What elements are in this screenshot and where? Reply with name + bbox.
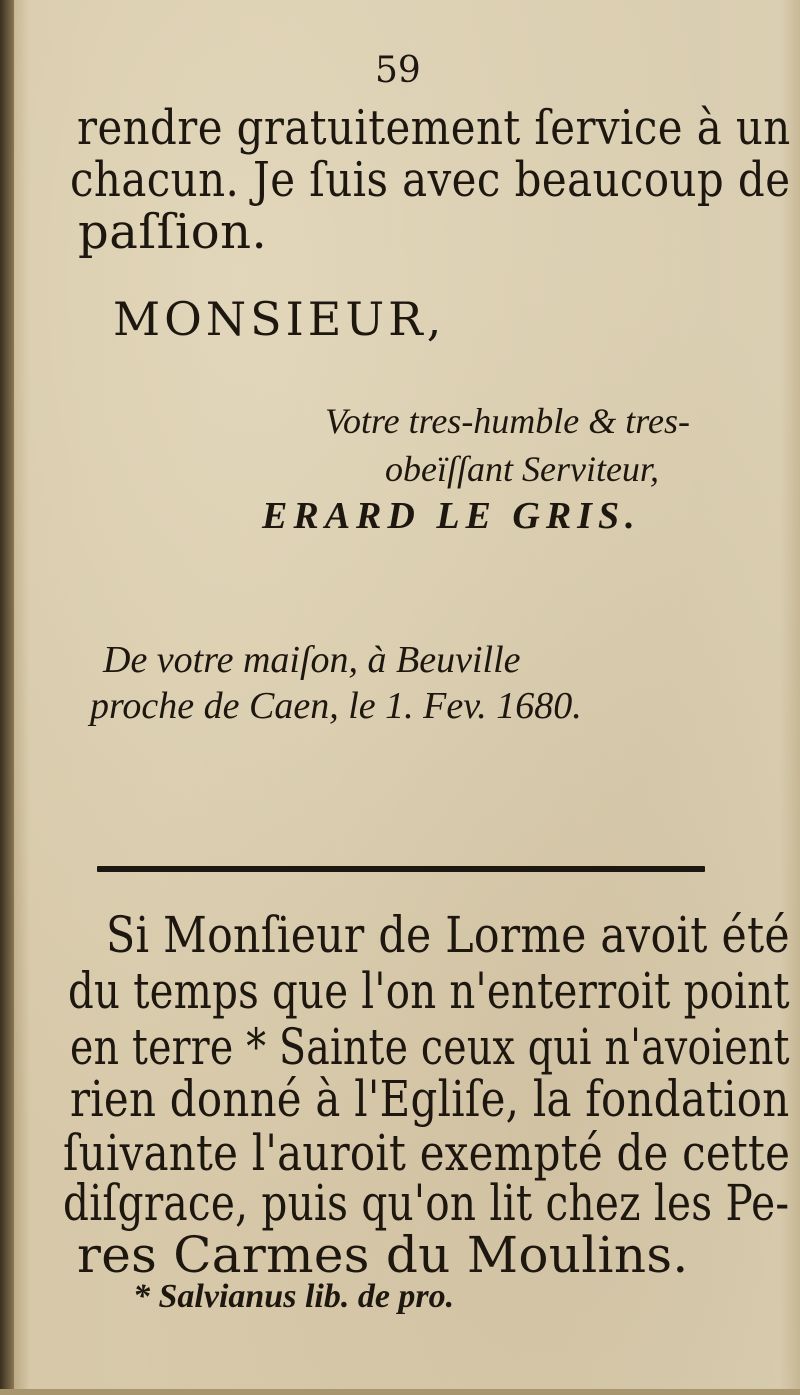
note-line: ſuivante l'auroit exempté de cette [63,1124,791,1182]
place-date-line: proche de Caen, le 1. Fev. 1680. [90,685,582,727]
salutation: MONSIEUR, [113,292,446,346]
closing-line: Votre tres-humble & tres- [325,401,690,441]
page-bottom-edge [0,1389,800,1395]
note-line: en terre * Sainte ceux qui n'avoient [70,1018,790,1076]
note-line: rien donné à l'Egliſe, la fondation [70,1070,790,1128]
signature: ERARD LE GRIS. [262,495,641,537]
closing-line: obeïſſant Serviteur, [385,449,659,489]
letter-line: chacun. Je ſuis avec beaucoup de [70,152,791,208]
place-date-line: De votre maiſon, à Beuville [103,639,521,681]
note-line: Si Monſieur de Lorme avoit été [106,906,790,964]
note-line: du temps que l'on n'enterroit point [68,962,790,1020]
page-number: 59 [375,50,421,91]
letter-line: rendre gratuitement ſervice à un [77,100,791,156]
footnote: * Salvianus lib. de pro. [133,1278,455,1315]
page-binding-edge [0,0,14,1395]
section-divider-rule [97,866,705,872]
note-line: diſgrace, puis qu'on lit chez les Pe- [63,1174,790,1232]
letter-line: paſſion. [78,204,268,260]
note-line: res Carmes du Moulins. [77,1226,689,1284]
